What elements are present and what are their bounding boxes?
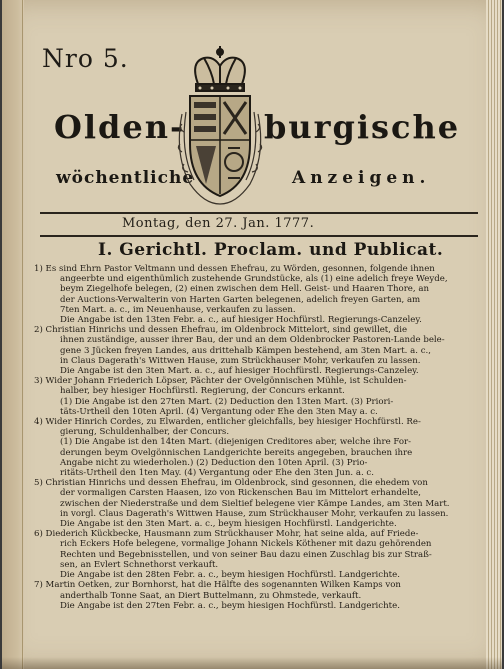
text-line: gene 3 Jücken freyen Landes, aus drittehalb Kämpen bestehend, am 3ten Mart. a. c., xyxy=(60,345,431,356)
text-line: (1) Die Angabe ist den 27ten Mart. (2) Deduction den 13ten Mart. (3) Priori- xyxy=(60,396,394,407)
text-line: der Auctions-Verwalterin von Harten Garten belegenen, adelich freyen Garten, am xyxy=(60,294,421,305)
article-body xyxy=(34,264,482,611)
rule-top xyxy=(40,212,478,214)
text-line: Die Angabe ist den 13ten Febr. a. c., auf hiesiger Hochfürstl. Regierungs-Canzeley. xyxy=(60,315,422,326)
text-line: angeerbte und eigenthümlich zustehende Grundstücke, als (1) eine adelich freye Weyde, xyxy=(60,274,448,285)
text-line: Die Angabe ist den 3ten Mart. a. c., beym hiesigen Hochfürstl. Landgerichte. xyxy=(60,519,397,530)
text-line: beym Ziegelhofe belegen, (2) einen zwischen dem Hell. Geist- und Haaren Thore, an xyxy=(60,284,430,295)
text-line: Die Angabe ist den 28ten Febr. a. c., beym hiesigen Hochfürstl. Landgerichte. xyxy=(60,570,400,581)
text-line: 5) Christian Hinrichs und dessen Ehefrau, im Oldenbrock, sind gesonnen, die ehedem von xyxy=(34,478,428,489)
text-line: derungen beym Ovelgönnischen Landgerichte bereits angegeben, brauchen ihre xyxy=(60,447,413,458)
text-line: Angabe nicht zu wiederholen.) (2) Deduction den 10ten April. (3) Prio- xyxy=(60,457,368,468)
text-line: Die Angabe ist den 27ten Febr. a. c., beym hiesigen Hochfürstl. Landgerichte. xyxy=(60,600,400,611)
text-line: 2) Christian Hinrichs und dessen Ehefrau, im Oldenbrock Mittelort, sind gewillet, die xyxy=(34,325,408,336)
text-line: rich Eckers Hofe belegene, vormalige Johann Nickels Köthener mit dazu gehörenden xyxy=(60,539,432,550)
text-line: 6) Diederich Kückbecke, Hausmann zum Strückhauser Mohr, hat seine alda, auf Friede- xyxy=(34,529,419,540)
text-line: in vorgl. Claus Dagerath's Wittwen Hause, zum Strückhauser Mohr, verkaufen zu lassen. xyxy=(60,508,449,519)
issue-number: Nro 5. xyxy=(42,44,129,73)
text-line: täts-Urtheil den 10ten April. (4) Vergantung oder Ehe den 3ten May a. c. xyxy=(60,406,378,417)
text-line: ritäts-Urtheil den 1ten May. (4) Vergantung oder Ehe den 3ten Jun. a. c. xyxy=(60,468,374,479)
masthead-subtitle-left: wöchentliche xyxy=(56,168,195,188)
binding-fold xyxy=(22,0,23,669)
coat-of-arms-emblem xyxy=(170,44,270,208)
text-line: 3) Wider Johann Friederich Löpser, Pächter der Ovelgönnischen Mühle, ist Schulden- xyxy=(34,376,407,387)
text-line: ihnen zuständige, ausser ihrer Bau, der und an dem Oldenbrocker Pastoren-Lande bele- xyxy=(60,335,445,346)
newspaper-page xyxy=(2,0,502,669)
issue-date: Montag, den 27. Jan. 1777. xyxy=(122,216,315,231)
text-line: 7) Martin Oetken, zur Bornhorst, hat die Hälfte des sogenannten Wilken Kamps von xyxy=(34,580,401,591)
text-line: (1) Die Angabe ist den 14ten Mart. (diejenigen Creditores aber, welche ihre For- xyxy=(60,437,412,448)
text-line: sen, an Evlert Schnethorst verkauft. xyxy=(60,559,219,570)
page-edges xyxy=(486,0,502,669)
text-line: in Claus Dagerath's Wittwen Hause, zum Strückhauser Mohr, verkaufen zu lassen. xyxy=(60,355,421,366)
text-line: 7ten Mart. a. c., im Neuenhause, verkaufen zu lassen. xyxy=(60,304,296,315)
rule-bottom xyxy=(40,235,478,237)
shield-icon xyxy=(190,96,250,196)
masthead-title-left: Olden- xyxy=(54,108,186,146)
section-heading: I. Gerichtl. Proclam. und Publicat. xyxy=(98,240,444,260)
text-line: Rechten und Begebnisstellen, und von seiner Bau dazu einen Zuschlag bis zur Straß- xyxy=(60,549,432,560)
text-line: halber, bey hiesiger Hochfürstl. Regierung, der Concurs erkannt. xyxy=(60,386,345,397)
binding-spine xyxy=(2,0,24,669)
masthead-title-right: burgische xyxy=(264,108,461,146)
text-line: Die Angabe ist den 3ten Mart. a. c., auf hiesiger Hochfürstl. Regierungs-Canzeley. xyxy=(60,366,419,377)
page-shadow xyxy=(2,657,502,669)
crown-icon xyxy=(195,46,245,91)
text-line: zwischen der Niederstraße und dem Sieltief belegene vier Kämpe Landes, am 3ten Mart. xyxy=(60,498,450,509)
text-line: gierung, Schuldenhalber, der Concurs. xyxy=(60,427,230,438)
masthead-subtitle-right: Anzeigen. xyxy=(292,168,431,188)
text-line: 1) Es sind Ehrn Pastor Veltmann und dessen Ehefrau, zu Wörden, gesonnen, folgende ihnen xyxy=(34,264,435,274)
text-line: anderthalb Tonne Saat, an Diert Buttelmann, zu Ohmstede, verkauft. xyxy=(60,590,362,601)
text-line: der vormaligen Carsten Haasen, izo von Rickenschen Bau im Mittelort erhandelte, xyxy=(60,488,421,499)
text-line: 4) Wider Hinrich Cordes, zu Elwarden, entlicher gleichfalls, bey hiesiger Hochfürstl. Re- xyxy=(34,417,421,428)
